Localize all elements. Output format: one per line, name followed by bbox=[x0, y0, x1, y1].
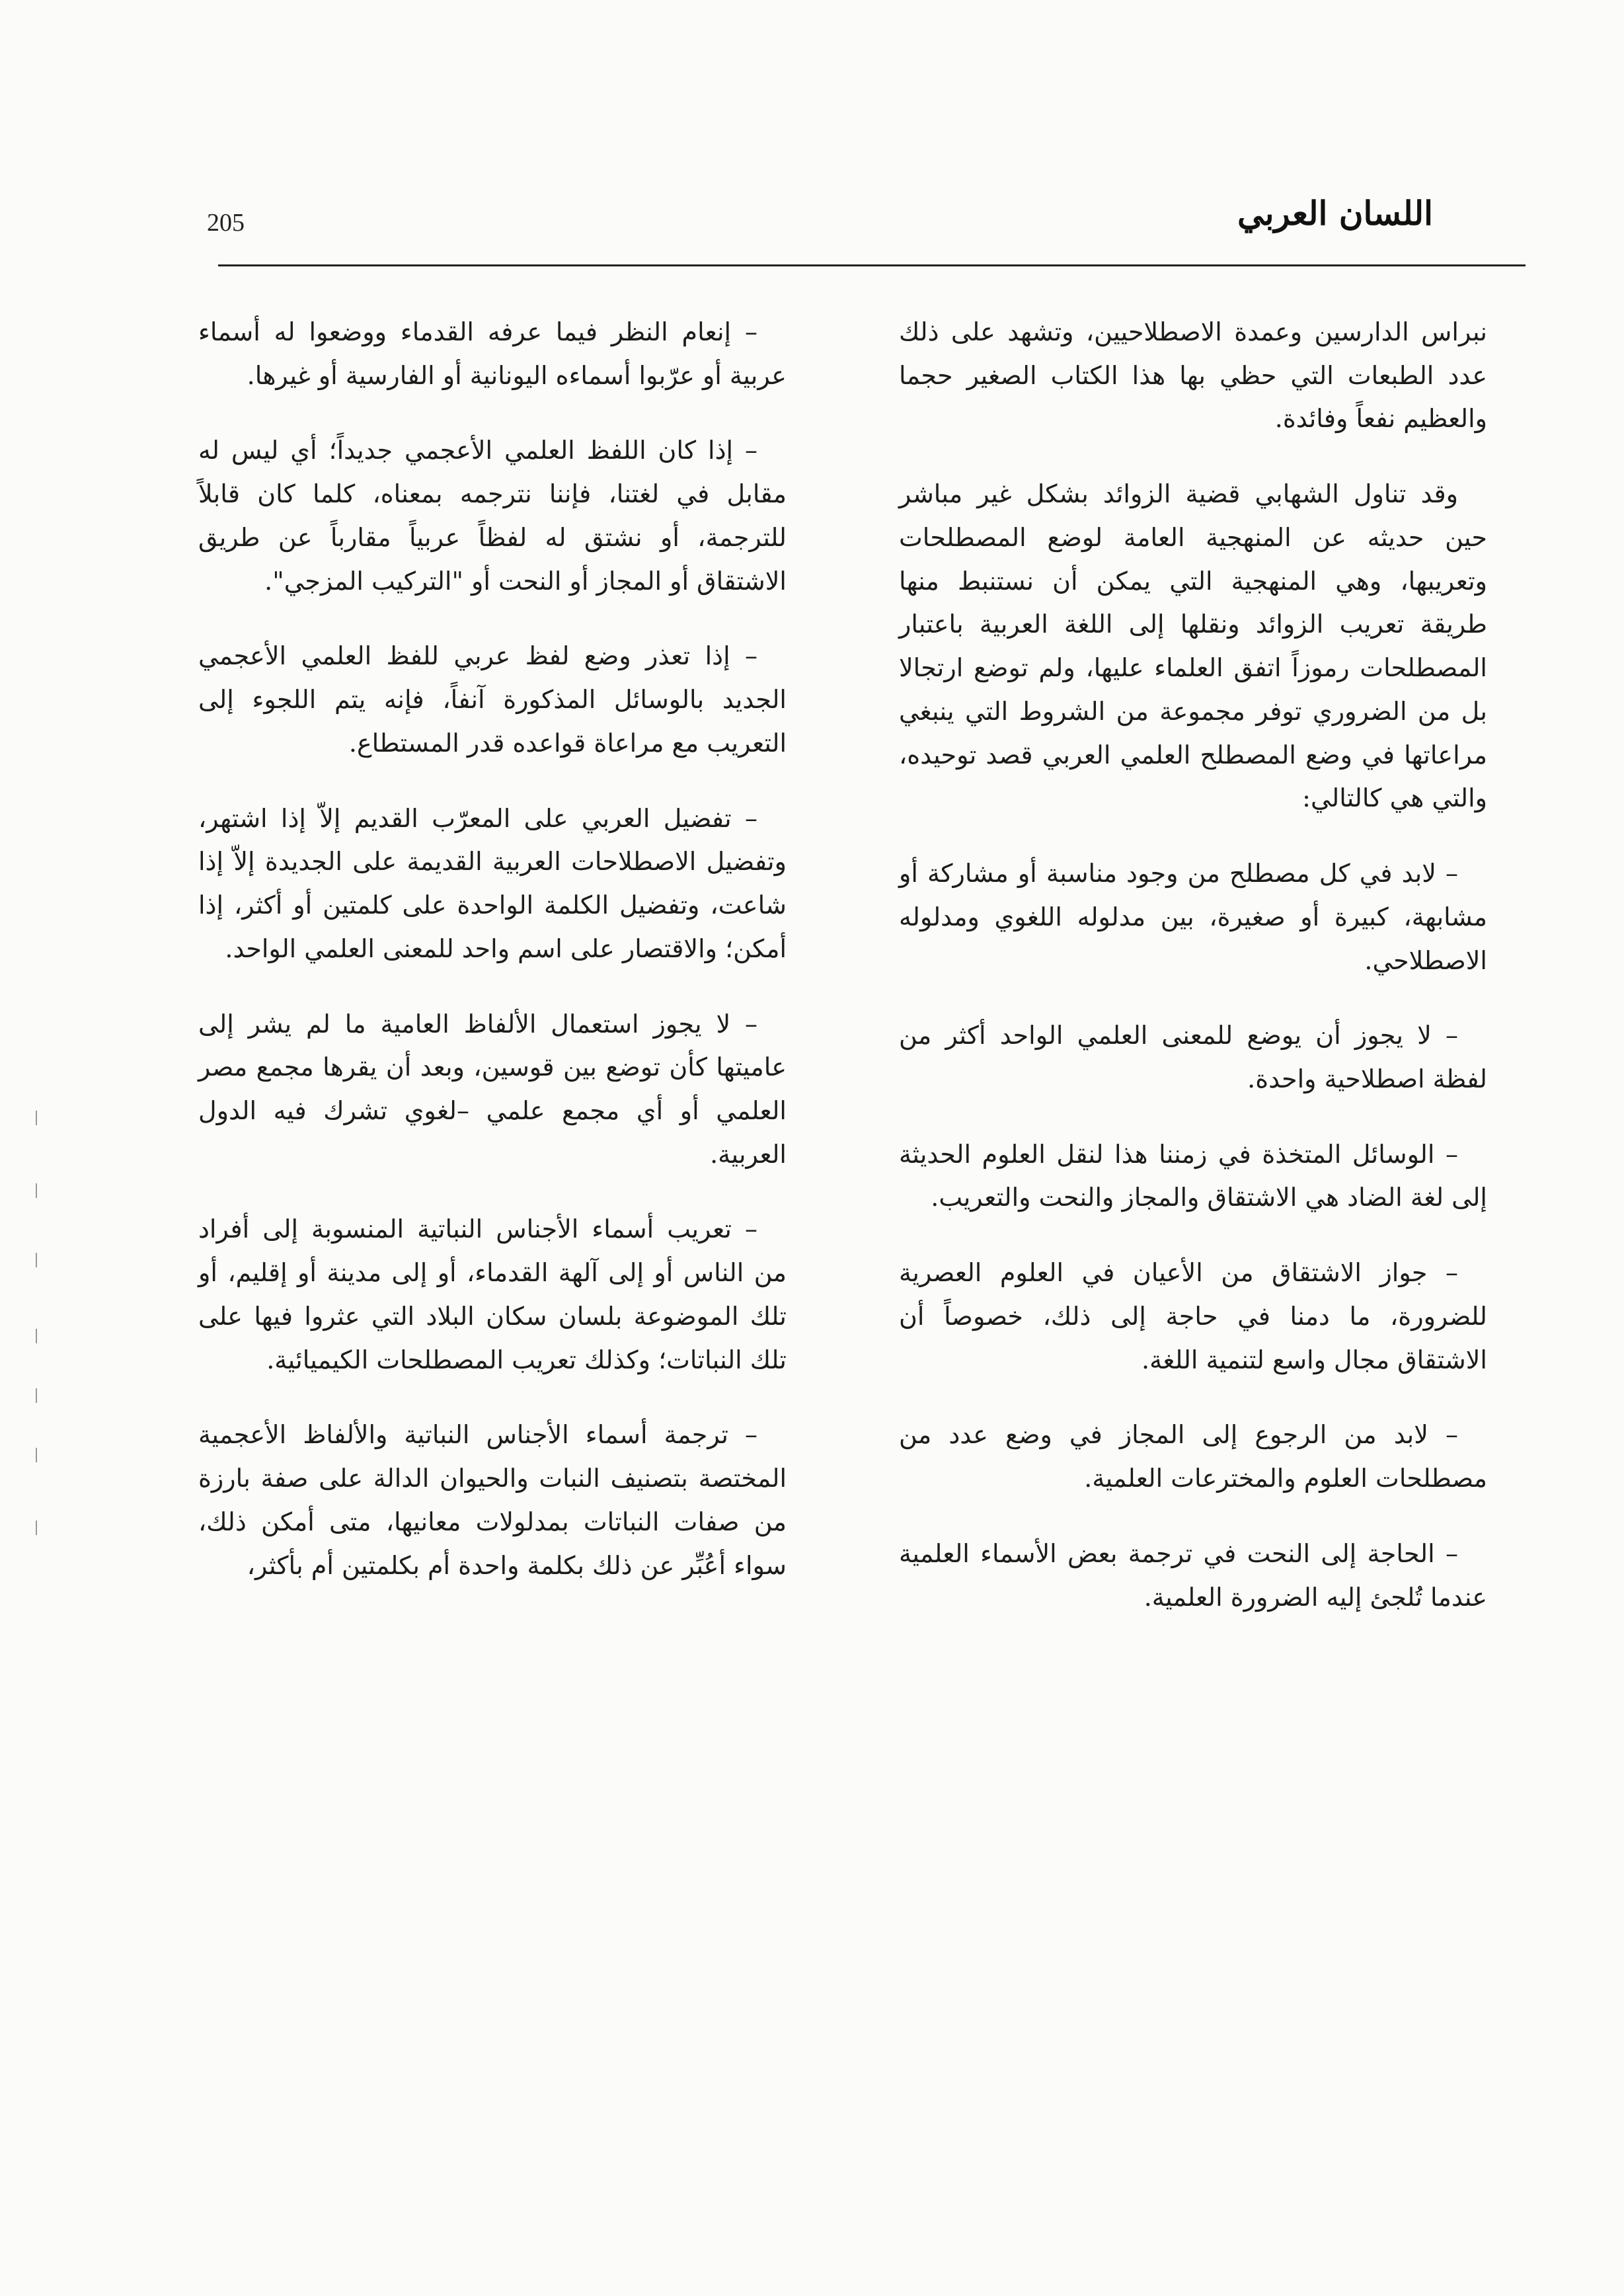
journal-logo bbox=[1237, 190, 1434, 235]
paragraph: – لا يجوز أن يوضع للمعنى العلمي الواحد أكثر من لفظة اصطلاحية واحدة. bbox=[899, 1021, 1487, 1094]
paragraph: – جواز الاشتقاق من الأعيان في العلوم العصرية للضرورة، ما دمنا في حاجة إلى ذلك، خصوصاً أن الاشتقاق مجال واسع لتنمية اللغة. bbox=[899, 1258, 1487, 1374]
margin-tick bbox=[36, 1253, 37, 1267]
paragraph: نبراس الدارسين وعمدة الاصطلاحيين، وتشهد على ذلك عدد الطبعات التي حظي بها هذا الكتاب الصغير حجما والعظيم نفعاً وفائدة. bbox=[899, 317, 1487, 434]
paragraph: – إذا تعذر وضع لفظ عربي للفظ العلمي الأعجمي الجديد بالوسائل المذكورة آنفاً، فإنه يتم اللجوء إلى التعريب مع مراعاة قواعده قدر المستطاع. bbox=[198, 641, 787, 758]
margin-tick bbox=[36, 1183, 37, 1198]
paragraph: – تعريب أسماء الأجناس النباتية المنسوبة إلى أفراد من الناس أو إلى آلهة القدماء، أو إلى مدينة أو إقليم، أو تلك الموضوعة بلسان سكان البلاد التي عثروا فيها على تلك النباتات؛ وكذلك تعريب المصطلحات الكيميائية. bbox=[198, 1214, 787, 1374]
paragraph: – إنعام النظر فيما عرفه القدماء ووضعوا له أسماء عربية أو عرّبوا أسماءه اليونانية أو الفارسية أو غيرها. bbox=[198, 317, 787, 390]
margin-marks bbox=[33, 1111, 40, 1573]
paragraph: – لا يجوز استعمال الألفاظ العامية ما لم يشر إلى عاميتها كأن توضع بين قوسين، وبعد أن يقرها مجمع مصر العلمي أو أي مجمع علمي –لغوي تشرك فيه الدول العربية. bbox=[198, 1009, 787, 1169]
paragraph: وقد تناول الشهابي قضية الزوائد بشكل غير مباشر حين حديثه عن المنهجية العامة لوضع المصطلحات وتعريبها، وهي المنهجية التي يمكن أن نستنبط منها طريقة تعريب الزوائد ونقلها إلى اللغة العربية باعتبار المصطلحات رموزاً اتفق العلماء عليها، ولم توضع ارتجالا بل من الضروري توفر مجموعة من الشروط التي ينبغي مراعاتها في وضع المصطلح العلمي العربي قصد توحيده، والتي هي كالتالي: bbox=[899, 479, 1487, 813]
margin-tick bbox=[36, 1111, 37, 1125]
margin-tick bbox=[36, 1448, 37, 1462]
paragraph: – الحاجة إلى النحت في ترجمة بعض الأسماء العلمية عندما تُلجئ إليه الضرورة العلمية. bbox=[899, 1538, 1487, 1612]
paragraph: – ترجمة أسماء الأجناس النباتية والألفاظ الأعجمية المختصة بتصنيف النبات والحيوان الدالة على صفة بارزة من صفات النباتات بمدلولات معانيها، متى أمكن ذلك، سواء أعُبِّر عن ذلك بكلمة واحدة أم بكلمتين أم بأكثر، bbox=[198, 1420, 787, 1580]
left-column bbox=[198, 311, 787, 1619]
journal-title: اللسان العربي bbox=[1237, 194, 1434, 233]
paragraph: – إذا كان اللفظ العلمي الأعجمي جديداً؛ أي ليس له مقابل في لغتنا، فإننا نترجمه بمعناه، كلما كان قابلاً للترجمة، أو نشتق له لفظاً عربياً مقارباً عن طريق الاشتقاق أو المجاز أو النحت أو "التركيب المزجي". bbox=[198, 436, 787, 596]
margin-tick bbox=[36, 1388, 37, 1403]
header-rule bbox=[218, 264, 1526, 266]
paragraph: – الوسائل المتخذة في زمننا هذا لنقل العلوم الحديثة إلى لغة الضاد هي الاشتقاق والمجاز والنحت والتعريب. bbox=[899, 1139, 1487, 1212]
margin-tick bbox=[36, 1329, 37, 1343]
paragraph: – لابد في كل مصطلح من وجود مناسبة أو مشاركة أو مشابهة، كبيرة أو صغيرة، بين مدلوله اللغوي ومدلوله الاصطلاحي. bbox=[899, 859, 1487, 975]
paragraph: – لابد من الرجوع إلى المجاز في وضع عدد من مصطلحات العلوم والمخترعات العلمية. bbox=[899, 1420, 1487, 1493]
paragraph: – تفضيل العربي على المعرّب القديم إلاّ إذا اشتهر، وتفضيل الاصطلاحات العربية القديمة على الجديدة إلاّ إذا شاعت، وتفضيل الكلمة الواحدة على كلمتين أو أكثر، إذا أمكن؛ والاقتصار على اسم واحد للمعنى العلمي الواحد. bbox=[198, 803, 787, 963]
page-number: 205 bbox=[207, 209, 245, 237]
right-column bbox=[899, 311, 1487, 1651]
margin-tick bbox=[36, 1521, 37, 1535]
